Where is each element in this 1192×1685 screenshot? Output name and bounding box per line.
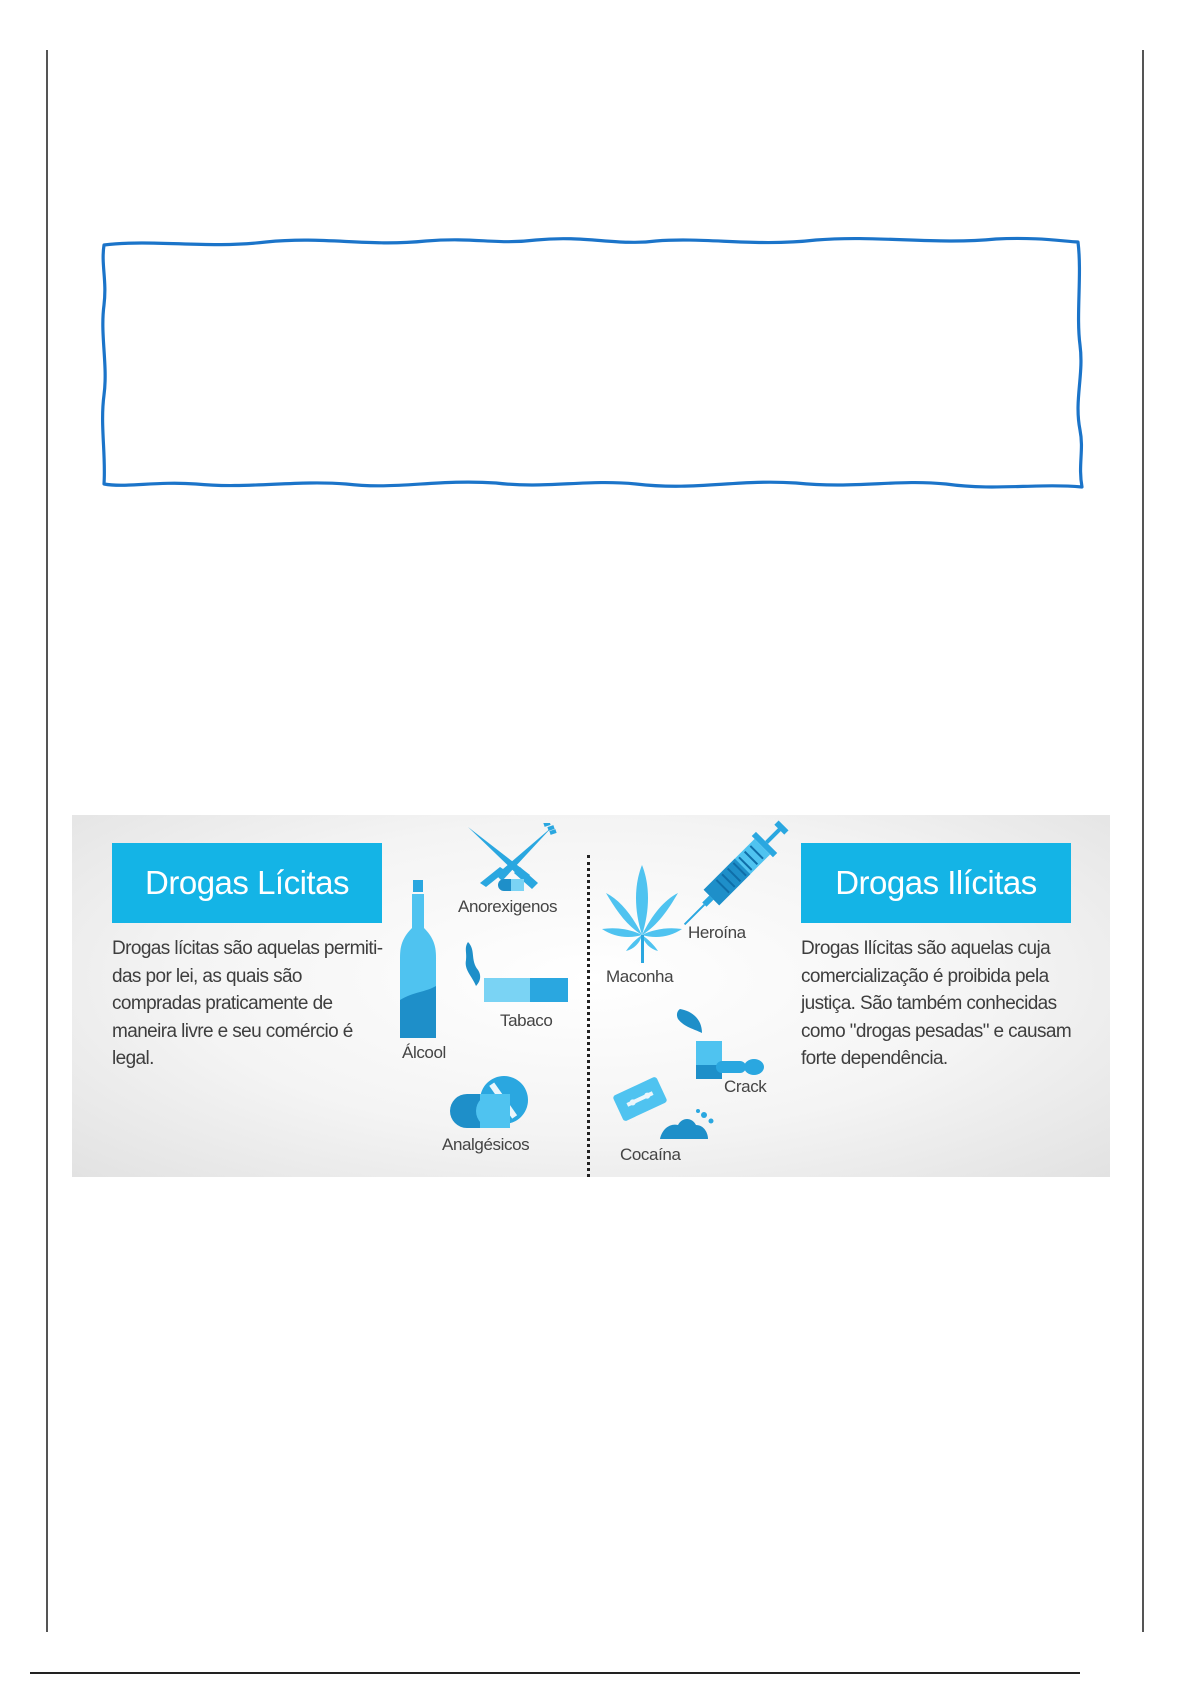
page-bottom-rule (30, 1672, 1080, 1674)
pills-icon (448, 1072, 532, 1132)
empty-text-frame (96, 225, 1086, 490)
tabaco-label: Tabaco (500, 1011, 553, 1030)
anorexigenos-label: Anorexigenos (458, 897, 558, 916)
section-divider (587, 855, 590, 1177)
maconha-label: Maconha (606, 967, 674, 986)
page-margin-right (1142, 50, 1144, 1632)
heroina-label: Heroína (688, 923, 746, 942)
bottle-icon (398, 880, 440, 1040)
crack-label: Crack (724, 1077, 767, 1096)
alcool-label: Álcool (402, 1043, 446, 1062)
illicit-drugs-title: Drogas Ilícitas (801, 843, 1071, 923)
drugs-infographic (72, 815, 1110, 1177)
analgesicos-label: Analgésicos (442, 1135, 530, 1154)
licit-drugs-description: Drogas lícitas são aquelas permiti-das por lei, as quais são compradas praticamente de maneira livre e seu comércio é legal. (112, 938, 383, 1069)
licit-drugs-title: Drogas Lícitas (112, 843, 382, 923)
razor-blade-icon (612, 1073, 717, 1143)
knife-fork-icon (460, 823, 560, 893)
cocaina-label: Cocaína (620, 1145, 681, 1164)
syringe-icon (684, 815, 799, 935)
illicit-drugs-description: Drogas Ilícitas são aquelas cuja comercialização é proibida pela justiça. São também conhecidas como "drogas pesadas" e causam forte dependência. (801, 938, 1072, 1069)
cigarette-icon (462, 940, 572, 1010)
page-margin-left (46, 50, 48, 1632)
cannabis-leaf-icon (602, 865, 682, 965)
